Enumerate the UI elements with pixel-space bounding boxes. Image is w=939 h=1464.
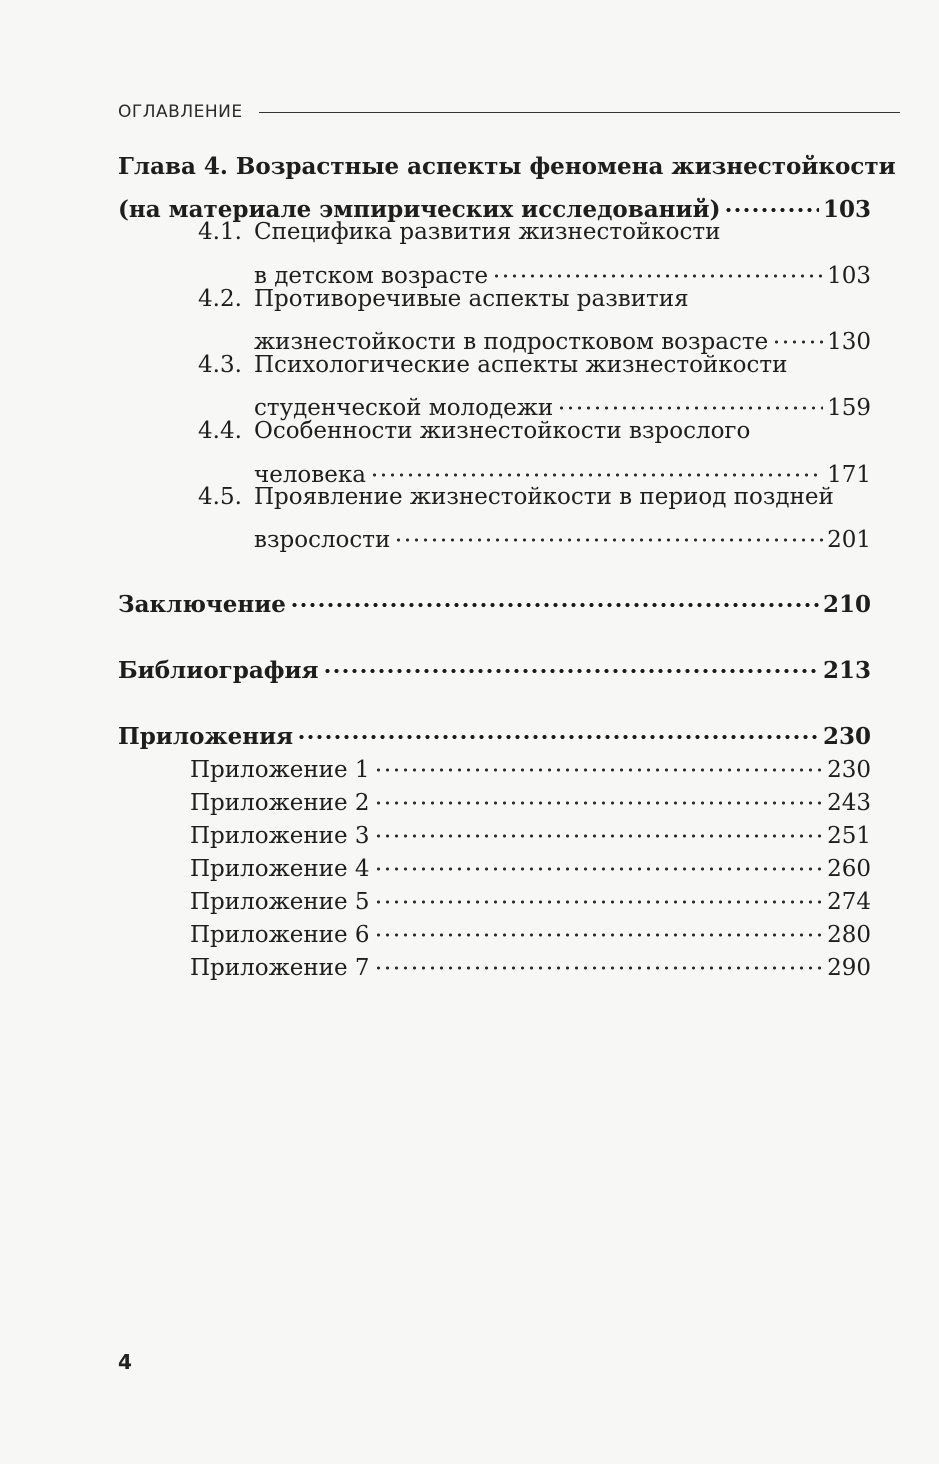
dot-leader	[557, 381, 823, 415]
section-title: Особенности жизнестойкости взрослого	[254, 418, 751, 444]
section-page: 103	[827, 263, 871, 289]
page-number: 4	[118, 1350, 132, 1374]
section-title: Противоречивые аспекты развития	[254, 286, 689, 312]
appendix-3-entry[interactable]	[190, 809, 871, 849]
conclusion-entry[interactable]	[118, 578, 871, 618]
dot-leader	[374, 941, 824, 975]
appendix-page: 251	[827, 823, 871, 849]
section-4-4-line1	[198, 414, 871, 448]
dot-leader	[394, 513, 823, 547]
section-number: 4.1.	[198, 219, 242, 245]
dot-leader	[374, 908, 824, 942]
section-number: 4.5.	[198, 484, 242, 510]
appendix-title: Приложение 4	[190, 856, 370, 882]
section-number: 4.3.	[198, 352, 242, 378]
section-title: Специфика развития жизнестойкости	[254, 219, 721, 245]
section-4-5-entry[interactable]	[254, 513, 871, 553]
appendix-7-entry[interactable]	[190, 941, 871, 981]
appendices-page: 230	[822, 723, 871, 750]
section-4-1-line1	[198, 215, 871, 249]
chapter-4-title-text: Глава 4. Возрастные аспекты феномена жизнестойкости	[118, 153, 896, 180]
appendix-page: 243	[827, 790, 871, 816]
appendix-4-entry[interactable]	[190, 842, 871, 882]
chapter-4-entry[interactable]	[118, 183, 871, 223]
chapter-4-page: 103	[822, 196, 871, 223]
section-title-cont: человека	[254, 462, 366, 488]
section-page: 159	[827, 395, 871, 421]
appendix-1-entry[interactable]	[190, 743, 871, 783]
section-title-cont: студенческой молодежи	[254, 395, 554, 421]
section-page: 130	[827, 329, 871, 355]
section-4-3-entry[interactable]	[254, 381, 871, 421]
appendices-entry[interactable]	[118, 710, 871, 750]
appendices-title: Приложения	[118, 723, 294, 750]
chapter-4-title-line1	[118, 150, 896, 184]
appendix-title: Приложение 1	[190, 757, 370, 783]
appendix-6-entry[interactable]	[190, 908, 871, 948]
dot-leader	[492, 249, 823, 283]
appendix-title: Приложение 7	[190, 955, 370, 981]
appendix-page: 280	[827, 922, 871, 948]
dot-leader	[374, 809, 824, 843]
appendix-page: 274	[827, 889, 871, 915]
appendix-5-entry[interactable]	[190, 875, 871, 915]
section-title-cont: в детском возрасте	[254, 263, 489, 289]
header-rule	[259, 112, 900, 113]
appendix-page: 260	[827, 856, 871, 882]
appendix-title: Приложение 3	[190, 823, 370, 849]
conclusion-title: Заключение	[118, 591, 286, 618]
appendix-page: 230	[827, 757, 871, 783]
header-title: ОГЛАВЛЕНИЕ	[118, 102, 243, 122]
section-4-3-line1	[198, 348, 871, 382]
section-number: 4.4.	[198, 418, 242, 444]
chapter-4-title-text-2: (на материале эмпирических исследований)	[118, 196, 721, 223]
section-title-cont: жизнестойкости в подростковом возрасте	[254, 329, 769, 355]
dot-leader	[724, 183, 819, 217]
section-4-5-line1	[198, 480, 871, 514]
dot-leader	[374, 743, 824, 777]
bibliography-title: Библиография	[118, 657, 319, 684]
bibliography-page: 213	[822, 657, 871, 684]
section-title: Психологические аспекты жизнестойкости	[254, 352, 788, 378]
dot-leader	[772, 315, 823, 349]
dot-leader	[290, 578, 819, 612]
section-4-1-entry[interactable]	[254, 249, 871, 289]
section-page: 171	[827, 462, 871, 488]
appendix-page: 290	[827, 955, 871, 981]
appendix-title: Приложение 5	[190, 889, 370, 915]
section-4-2-line1	[198, 282, 871, 316]
section-page: 201	[827, 527, 871, 553]
dot-leader	[374, 875, 824, 909]
section-4-4-entry[interactable]	[254, 448, 871, 488]
appendix-title: Приложение 2	[190, 790, 370, 816]
dot-leader	[323, 644, 819, 678]
dot-leader	[374, 842, 824, 876]
bibliography-entry[interactable]	[118, 644, 871, 684]
section-number: 4.2.	[198, 286, 242, 312]
dot-leader	[374, 776, 824, 810]
section-title: Проявление жизнестойкости в период поздней	[254, 484, 834, 510]
appendix-2-entry[interactable]	[190, 776, 871, 816]
conclusion-page: 210	[822, 591, 871, 618]
section-4-2-entry[interactable]	[254, 315, 871, 355]
dot-leader	[370, 448, 823, 482]
dot-leader	[297, 710, 819, 744]
running-header	[118, 98, 900, 126]
section-title-cont: взрослости	[254, 527, 391, 553]
appendix-title: Приложение 6	[190, 922, 370, 948]
